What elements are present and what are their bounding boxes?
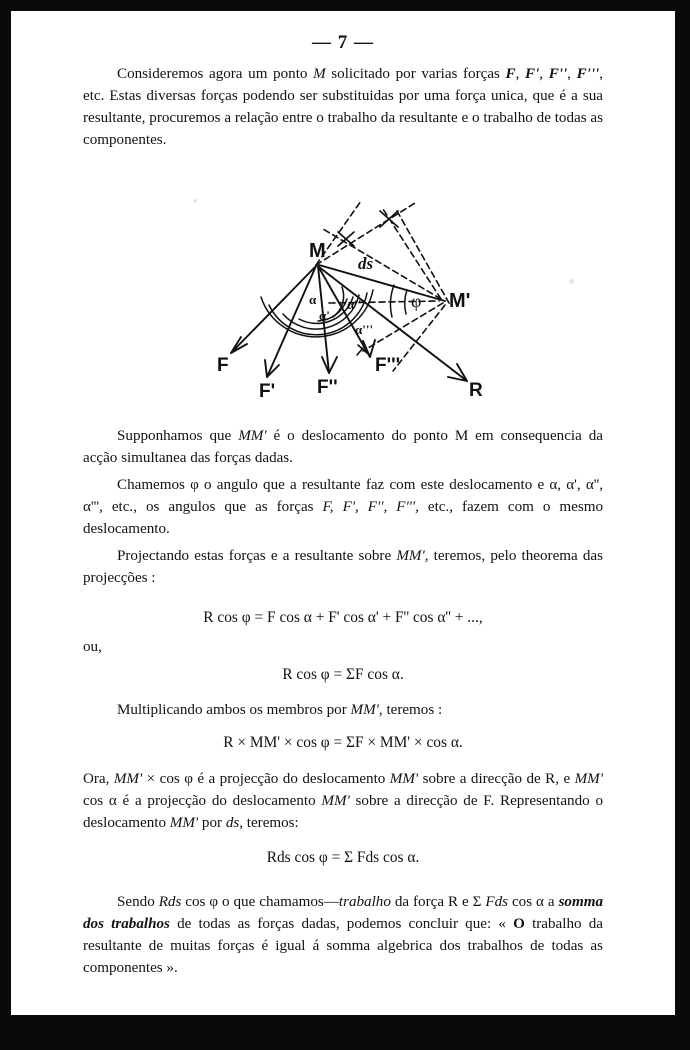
p1-tail: , etc. Estas diversas forças podendo ser substituidas por uma força unica, que é a sua resultante, procuremos a relação entre o trabalho da resultante e o trabalho de todas as componentes.	[83, 66, 603, 149]
foot-tick-2	[357, 348, 363, 355]
paragraph-4	[83, 545, 603, 589]
p7-term-trabalho: trabalho	[338, 894, 391, 910]
label-angle-alpha-prime: α'	[319, 308, 330, 323]
line-vector-F-prime	[267, 266, 316, 377]
equation-4: Rds cos φ = Σ Fds cos α.	[266, 849, 420, 866]
paragraph-2	[83, 425, 603, 469]
scan-speck-2	[569, 279, 574, 284]
dashed-projection-R	[393, 305, 445, 371]
p1-sep1: ,	[539, 66, 549, 82]
equation-1: R cos φ = F cos α + F' cos α' + F'' cos α'' + ...,	[203, 609, 483, 626]
p6-s7: , teremos:	[239, 815, 299, 832]
p1-symbol-F: F	[505, 66, 516, 82]
p7-s2: cos φ o que chamamos—	[181, 894, 339, 910]
displacement-MM-prime	[319, 265, 445, 301]
arrowhead-F-prime	[265, 360, 279, 377]
p2-lead: Supponhamos que	[117, 428, 239, 444]
p7-quote-initial: O	[513, 916, 525, 933]
paragraph-5	[83, 699, 603, 721]
label-vector-F-triple-prime: F'''	[375, 355, 401, 376]
p1-lead: Consideremos agora um ponto	[117, 66, 314, 82]
label-displacement-ds: ds	[358, 254, 374, 273]
arc-phi	[391, 285, 394, 317]
p6-s5: sobre a direcção de F. Representando o deslocamento	[83, 793, 603, 832]
p6-symbol-MM-4: MM'	[321, 793, 350, 810]
scan-speck-1	[193, 199, 197, 203]
p7-s3: da força R e Σ	[390, 894, 486, 910]
p2-symbol-MM: MM'	[238, 428, 267, 444]
p6-s3: sobre a direcção de R, e	[418, 771, 575, 787]
p3-forces: F, F', F'', F''',	[322, 499, 419, 516]
p1-sep2: ,	[567, 66, 577, 82]
p4-tail: , teremos, pelo theorema das projecções :	[83, 548, 604, 587]
paragraph-7	[83, 891, 603, 979]
p6-symbol-ds: ds	[225, 815, 240, 832]
label-angle-phi: φ	[411, 291, 422, 311]
label-vector-F-prime: F'	[259, 381, 276, 402]
p2-tail: é o deslocamento do ponto M em consequencia da acção simultanea das forças dadas.	[83, 428, 603, 467]
p7-s4: cos α a	[508, 894, 559, 910]
p6-symbol-MM-1: MM'	[113, 771, 143, 787]
p1-symbol-F-prime: F'	[525, 66, 540, 82]
dashed-Mp-to-X1	[323, 229, 441, 299]
p6-s1: Ora,	[83, 771, 114, 787]
figure-force-diagram	[11, 181, 675, 416]
p5-tail: , teremos :	[378, 702, 443, 718]
p6-s4: cos α é a projecção do deslocamento	[83, 793, 322, 810]
page-body	[11, 11, 675, 1015]
figure-svg	[11, 181, 675, 416]
arrowhead-F-double-prime	[322, 357, 337, 373]
p1-mid1: solicitado por varias forças	[325, 66, 506, 82]
connector-ou: ou,	[83, 639, 102, 655]
p7-s5: de todas as forças dadas, podemos concluir que: «	[169, 916, 514, 933]
p6-s2: × cos φ é a projecção do deslocamento	[142, 771, 390, 787]
arc-phi-inner	[405, 290, 407, 314]
p7-term-somma-dos-trabalhos: somma dos trabalhos	[83, 894, 604, 933]
paragraph-3	[83, 474, 603, 540]
label-angle-alpha: α	[309, 292, 317, 307]
p6-s6: por	[198, 815, 226, 832]
label-vector-R: R	[469, 380, 483, 401]
p1-symbol-F-double-prime: F''	[548, 66, 568, 82]
p6-symbol-MM-3: MM'	[574, 771, 603, 787]
p6-symbol-MM-5: MM'	[169, 815, 199, 832]
p4-lead: Projectando estas forças e a resultante sobre	[117, 548, 397, 564]
equation-2: R cos φ = ΣF cos α.	[282, 666, 404, 683]
p7-s1: Sendo	[117, 894, 159, 910]
label-point-M-prime: M'	[449, 290, 471, 312]
p7-symbol-Fds: Fds	[485, 894, 509, 910]
label-angle-alpha-triple-prime: α'''	[355, 322, 374, 337]
construction-cross-marks	[338, 211, 398, 246]
page-sheet	[11, 11, 675, 1015]
p1-symbol-F-triple-prime: F'''	[576, 66, 600, 82]
p5-lead: Multiplicando ambos os membros por	[117, 702, 351, 718]
p1-mid2: ,	[515, 66, 526, 82]
p5-symbol-MM: MM'	[350, 702, 379, 718]
label-vector-F: F	[217, 355, 229, 376]
label-vector-F-double-prime: F''	[317, 377, 338, 398]
p3-tail: etc., fazem com o mesmo deslocamento.	[83, 499, 603, 538]
page-number-folio: — 7 —	[312, 32, 374, 53]
p6-symbol-MM-2: MM'	[389, 771, 419, 787]
construction-dashed-lines	[316, 201, 449, 371]
p7-symbol-Rds: Rds	[158, 894, 182, 910]
label-point-M: M	[309, 240, 326, 262]
p3-lead: Chamemos φ o angulo que a resultante faz com este deslocamento e α, α', α'', α''', etc., os angulos que as forças	[83, 477, 603, 516]
p4-symbol-MM: MM'	[396, 548, 425, 564]
label-angle-alpha-double-prime: α''	[347, 297, 362, 312]
equation-3: R × MM' × cos φ = ΣF × MM' × cos α.	[223, 734, 463, 751]
p7-s6: trabalho da resultante de muitas forças é igual á somma algebrica dos trabalhos de todas as componentes ».	[83, 916, 603, 977]
line-vector-F	[231, 266, 316, 353]
line-MM-prime	[319, 265, 445, 301]
p1-symbol-M: M	[313, 66, 326, 82]
paragraph-1	[83, 63, 603, 151]
paragraph-6	[83, 768, 603, 834]
